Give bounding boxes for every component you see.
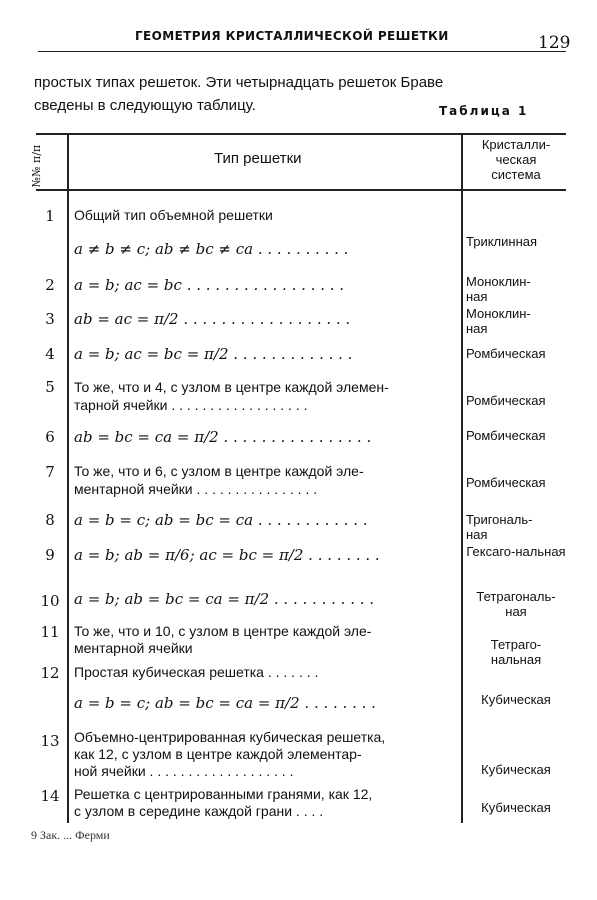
lattice-formula: a = b; ac = bc . . . . . . . . . . . . . . . . . [74, 276, 345, 294]
column-header-system [466, 137, 566, 182]
lattice-formula: a = b = c; ab = bc = ca = π/2 . . . . . . . . [74, 694, 376, 712]
row-number: 7 [45, 463, 55, 481]
lattice-type: Объемно-центрированная кубическая решетка, [74, 729, 386, 745]
crystal-system: Кубическая [481, 692, 551, 707]
crystal-system: Триклинная [466, 234, 538, 249]
lattice-type: То же, что и 10, с узлом в центре каждой эле- [74, 623, 372, 639]
crystal-system: Тетраго-нальная [490, 637, 542, 667]
page-number: 129 [538, 33, 571, 53]
lattice-type: Простая кубическая решетка . . . . . . . [74, 664, 319, 680]
crystal-system: Кубическая [481, 800, 551, 815]
row-number: 4 [45, 345, 55, 363]
table-top-rule [36, 133, 566, 135]
row-number: 8 [45, 511, 55, 529]
intro-line: простых типах решеток. Эти четырнадцать решеток Браве [34, 74, 444, 91]
lattice-formula: a = b = c; ab = bc = ca . . . . . . . . . . . . [74, 511, 368, 529]
lattice-type: ной ячейки . . . . . . . . . . . . . . . . . . . [74, 763, 294, 779]
table-header-rule [36, 189, 566, 191]
column-header-number: №№ п/п [30, 144, 43, 188]
lattice-type: Общий тип объемной решетки [74, 207, 273, 223]
lattice-type: тарной ячейки . . . . . . . . . . . . . . . . . . [74, 397, 308, 413]
intro-line: сведены в следующую таблицу. [34, 97, 256, 114]
row-number: 10 [40, 592, 60, 610]
lattice-formula: a = b; ab = bc = ca = π/2 . . . . . . . . . . . [74, 590, 375, 608]
row-number: 11 [40, 623, 60, 641]
column-header-system-line: система [491, 167, 541, 182]
crystal-system: Ромбическая [466, 428, 546, 443]
row-number: 14 [40, 787, 60, 805]
crystal-system: Тетрагональ-ная [476, 589, 556, 619]
crystal-system: Ромбическая [466, 393, 546, 408]
row-number: 6 [45, 428, 55, 446]
crystal-system: Ромбическая [466, 346, 546, 361]
column-header-system-line: Кристалли- [481, 137, 551, 152]
row-number: 3 [45, 310, 55, 328]
row-number: 5 [45, 378, 55, 396]
lattice-type: с узлом в середине каждой грани . . . . [74, 803, 324, 819]
lattice-type: То же, что и 4, с узлом в центре каждой элемен- [74, 379, 389, 395]
row-number: 12 [40, 664, 60, 682]
row-number: 13 [40, 732, 60, 750]
crystal-system: Ромбическая [466, 475, 546, 490]
column-header-system-line: ческая [495, 152, 537, 167]
crystal-system: Тригональ-ная [466, 512, 533, 542]
row-number: 1 [45, 207, 55, 225]
lattice-type: Решетка с центрированными гранями, как 12, [74, 786, 373, 802]
row-number: 2 [45, 276, 55, 294]
crystal-system: Моноклин-ная [466, 306, 531, 336]
lattice-type: ментарной ячейки [74, 640, 193, 656]
lattice-type: ментарной ячейки . . . . . . . . . . . . . . . . [74, 481, 318, 497]
running-head: ГЕОМЕТРИЯ КРИСТАЛЛИЧЕСКОЙ РЕШЕТКИ [135, 29, 449, 43]
column-header-type: Тип решетки [214, 150, 302, 167]
lattice-type: То же, что и 6, с узлом в центре каждой эле- [74, 463, 364, 479]
lattice-formula: ab = ac = π/2 . . . . . . . . . . . . . . . . . . [74, 310, 351, 328]
crystal-system: Кубическая [481, 762, 551, 777]
lattice-formula: a = b; ac = bc = π/2 . . . . . . . . . . . . . [74, 345, 353, 363]
lattice-formula: ab = bc = ca = π/2 . . . . . . . . . . . . . . . . [74, 428, 372, 446]
table-col-rule [461, 133, 463, 823]
crystal-system: Моноклин-ная [466, 274, 531, 304]
printer-signature: 9 Зак. ... Ферми [31, 828, 110, 842]
row-number: 9 [45, 546, 55, 564]
lattice-formula: a ≠ b ≠ c; ab ≠ bc ≠ ca . . . . . . . . . . [74, 240, 349, 258]
lattice-formula: a = b; ab = π/6; ac = bc = π/2 . . . . . . . . [74, 546, 380, 564]
crystal-system: Гексаго-нальная [466, 544, 566, 559]
lattice-type: как 12, с узлом в центре каждой элементар- [74, 746, 362, 762]
table-label: Таблица 1 [439, 104, 529, 118]
